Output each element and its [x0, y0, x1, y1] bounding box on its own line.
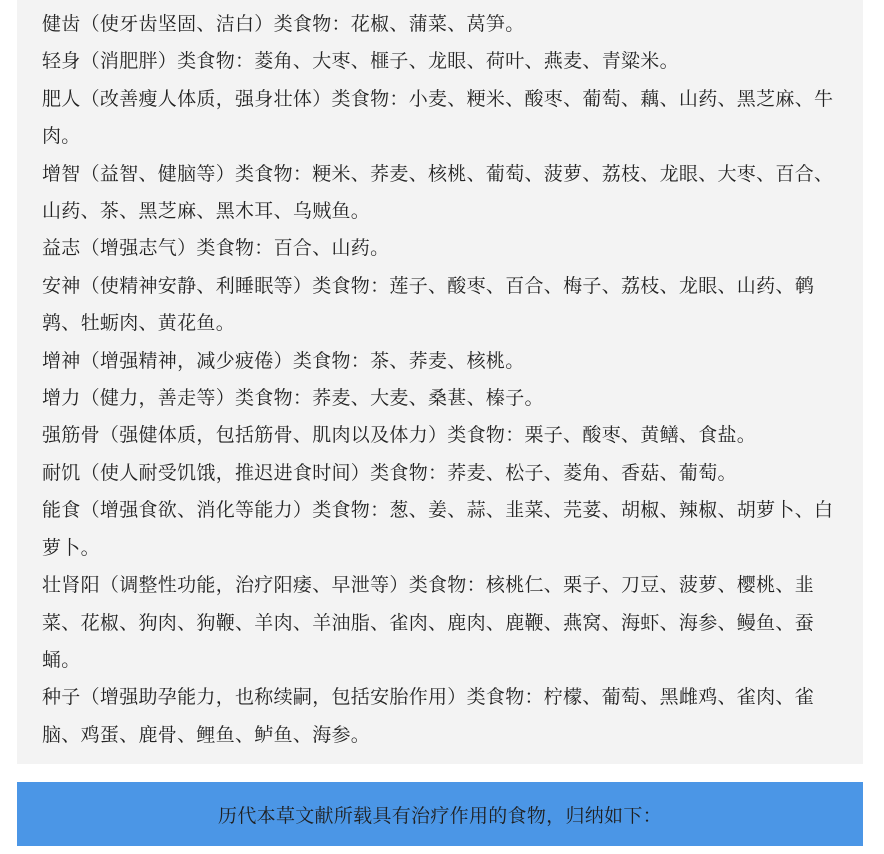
entry-kidney-yang: 壮肾阳（调整性功能，治疗阳痿、早泄等）类食物：核桃仁、栗子、刀豆、菠萝、樱桃、韭菜、花椒、狗肉、狗鞭、羊肉、羊油脂、雀肉、鹿肉、鹿鞭、燕窝、海虾、海参、鳗鱼、蚕蛹。 [42, 574, 815, 671]
entry-calming: 安神（使精神安静、利睡眠等）类食物：莲子、酸枣、百合、梅子、荔枝、龙眼、山药、鹌鹑、牡蛎肉、黄花鱼。 [42, 274, 815, 335]
entry-willpower: 益志（增强志气）类食物：百合、山药。 [42, 237, 390, 260]
entry-energy: 增神（增强精神，减少疲倦）类食物：茶、荞麦、核桃。 [42, 349, 525, 372]
banner-heading: 历代本草文献所载具有治疗作用的食物，归纳如下： [218, 804, 662, 827]
entry-teeth: 健齿（使牙齿坚固、洁白）类食物：花椒、蒲菜、莴笋。 [42, 13, 525, 35]
entry-appetite: 能食（增强食欲、消化等能力）类食物：葱、姜、蒜、韭菜、芫荽、胡椒、辣椒、胡萝卜、白萝卜。 [42, 499, 834, 559]
entry-strength: 增力（健力，善走等）类食物：荞麦、大麦、桑葚、榛子。 [42, 387, 544, 410]
entry-weight-gain: 肥人（改善瘦人体质，强身壮体）类食物：小麦、粳米、酸枣、葡萄、藕、山药、黑芝麻、牛肉。 [42, 87, 834, 148]
entry-intelligence: 增智（益智、健脑等）类食物：粳米、荞麦、核桃、葡萄、菠萝、荔枝、龙眼、大枣、百合、山药、茶、黑芝麻、黑木耳、乌贼鱼。 [42, 162, 834, 223]
entry-bones-tendons: 强筋骨（强健体质，包括筋骨、肌肉以及体力）类食物：栗子、酸枣、黄鳝、食盐。 [42, 424, 757, 447]
entry-fertility: 种子（增强助孕能力，也称续嗣，包括安胎作用）类食物：柠檬、葡萄、黑雌鸡、雀肉、雀脑、鸡蛋、鹿骨、鲤鱼、鲈鱼、海参。 [42, 686, 815, 746]
entry-hunger-tolerance: 耐饥（使人耐受饥饿，推迟进食时间）类食物：荞麦、松子、菱角、香菇、葡萄。 [42, 461, 737, 484]
section-banner [17, 782, 863, 846]
food-category-list [17, 0, 863, 764]
entry-slimming: 轻身（消肥胖）类食物：菱角、大枣、榧子、龙眼、荷叶、燕麦、青粱米。 [42, 50, 679, 73]
